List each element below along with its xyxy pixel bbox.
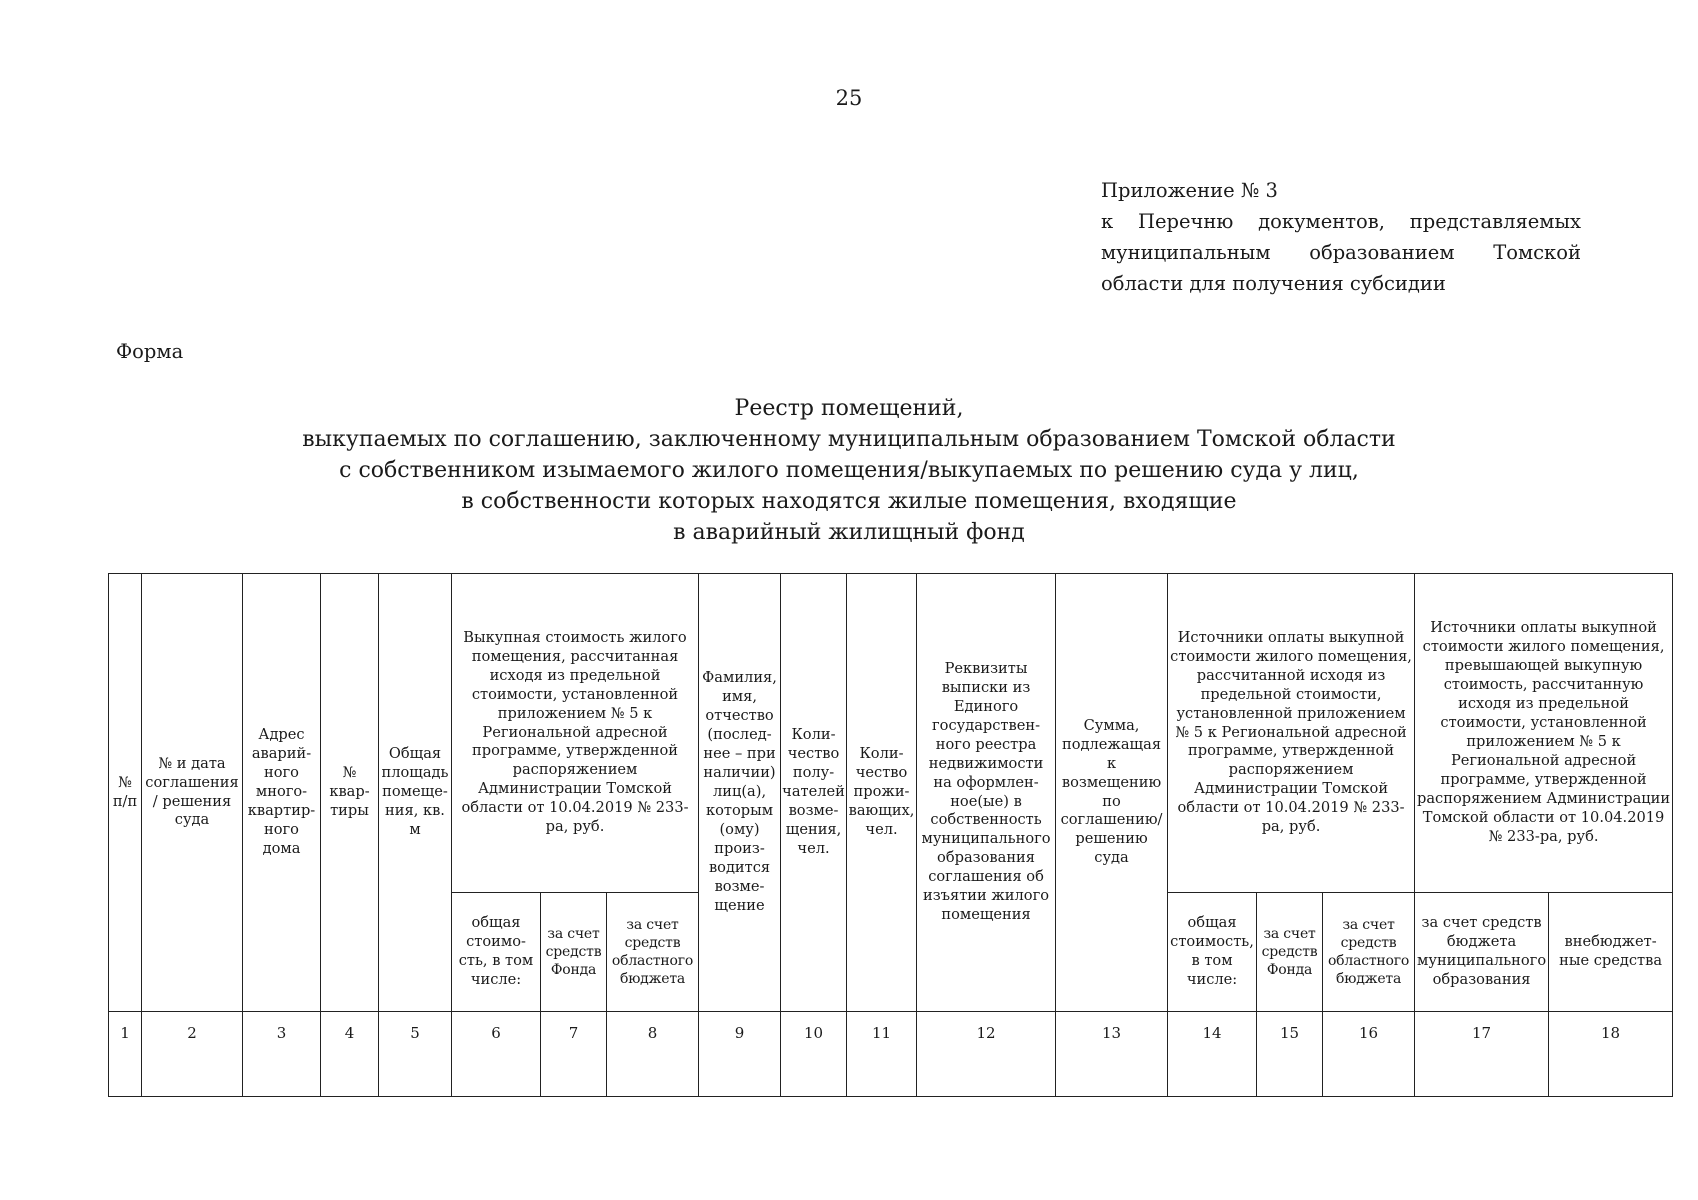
title-line: выкупаемых по соглашению, заключенному муниципальным образованием Томской области xyxy=(302,427,1396,452)
column-number: 17 xyxy=(1415,1012,1549,1097)
header-cell-11: Коли-чество прожи-вающих, чел. xyxy=(847,574,917,1012)
header-cell-12: Реквизиты выписки из Единого государствен-ного реестра недвижимости на оформлен-ное(ые) в собственность муниципального образования соглашения об изъятии жилого помещения xyxy=(917,574,1056,1012)
column-number: 7 xyxy=(541,1012,607,1097)
header-group-14-16: Источники оплаты выкупной стоимости жилого помещения, рассчитанной исходя из предельной стоимости, установленной приложением № 5 к Региональной адресной программе, утвержденной распоряжением Администрации Томской области от 10.04.2019 № 233-ра, руб. xyxy=(1168,574,1415,893)
column-number-row xyxy=(109,1012,1673,1097)
column-number: 14 xyxy=(1168,1012,1257,1097)
title-line: с собственником изымаемого жилого помещения/выкупаемых по решению суда у лиц, xyxy=(339,458,1359,483)
header-cell-2: № и дата соглашения/ решения суда xyxy=(142,574,243,1012)
appendix-title: Приложение № 3 xyxy=(1101,179,1278,202)
header-cell-15: за счет средств Фонда xyxy=(1257,893,1323,1012)
appendix-text: к Перечню документов, представляемых муниципальным образованием Томской области для получения субсидии xyxy=(1101,210,1581,295)
header-cell-16: за счет средств областного бюджета xyxy=(1323,893,1415,1012)
title-line: в аварийный жилищный фонд xyxy=(673,520,1025,545)
column-number: 15 xyxy=(1257,1012,1323,1097)
header-cell-3: Адрес аварий-ного много-квартир-ного дома xyxy=(243,574,321,1012)
header-cell-17: за счет средств бюджета муниципального образования xyxy=(1415,893,1549,1012)
form-label: Форма xyxy=(116,340,184,363)
column-number: 12 xyxy=(917,1012,1056,1097)
column-number: 3 xyxy=(243,1012,321,1097)
header-cell-10: Коли-чество полу-чателей возме-щения, чел. xyxy=(781,574,847,1012)
column-number: 16 xyxy=(1323,1012,1415,1097)
column-number: 8 xyxy=(607,1012,699,1097)
title-line: Реестр помещений, xyxy=(734,396,964,421)
column-number: 13 xyxy=(1056,1012,1168,1097)
header-cell-14: общая стоимость, в том числе: xyxy=(1168,893,1257,1012)
header-cell-13: Сумма, подлежащая к возмещению по соглашению/ решению суда xyxy=(1056,574,1168,1012)
header-group-6-8: Выкупная стоимость жилого помещения, рассчитанная исходя из предельной стоимости, установленной приложением № 5 к Региональной адресной программе, утвержденной распоряжением Администрации Томской области от 10.04.2019 № 233-ра, руб. xyxy=(452,574,699,893)
header-row xyxy=(109,574,1673,893)
header-cell-18: внебюджет-ные средства xyxy=(1549,893,1673,1012)
registry-table xyxy=(108,573,1673,1097)
column-number: 2 xyxy=(142,1012,243,1097)
header-cell-7: за счет средств Фонда xyxy=(541,893,607,1012)
header-cell-6: общая стоимо-сть, в том числе: xyxy=(452,893,541,1012)
title-line: в собственности которых находятся жилые помещения, входящие xyxy=(461,489,1237,514)
header-cell-1: № п/п xyxy=(109,574,142,1012)
column-number: 1 xyxy=(109,1012,142,1097)
column-number: 5 xyxy=(379,1012,452,1097)
header-cell-4: № квар-тиры xyxy=(321,574,379,1012)
column-number: 6 xyxy=(452,1012,541,1097)
column-number: 11 xyxy=(847,1012,917,1097)
header-cell-5: Общая площадь помеще-ния, кв. м xyxy=(379,574,452,1012)
header-group-17-18: Источники оплаты выкупной стоимости жилого помещения, превышающей выкупную стоимость, рассчитанную исходя из предельной стоимости, установленной приложением № 5 к Региональной адресной программе, утвержденной распоряжением Администрации Томской области от 10.04.2019 № 233-ра, руб. xyxy=(1415,574,1673,893)
column-number: 18 xyxy=(1549,1012,1673,1097)
page-number: 25 xyxy=(835,86,863,110)
column-number: 4 xyxy=(321,1012,379,1097)
column-number: 9 xyxy=(699,1012,781,1097)
column-number: 10 xyxy=(781,1012,847,1097)
appendix-block xyxy=(1101,175,1581,299)
header-cell-9: Фамилия, имя, отчество (послед-нее – при наличии) лиц(а), которым (ому) произ-водится возме-щение xyxy=(699,574,781,1012)
header-cell-8: за счет средств областного бюджета xyxy=(607,893,699,1012)
registry-title xyxy=(0,393,1698,548)
